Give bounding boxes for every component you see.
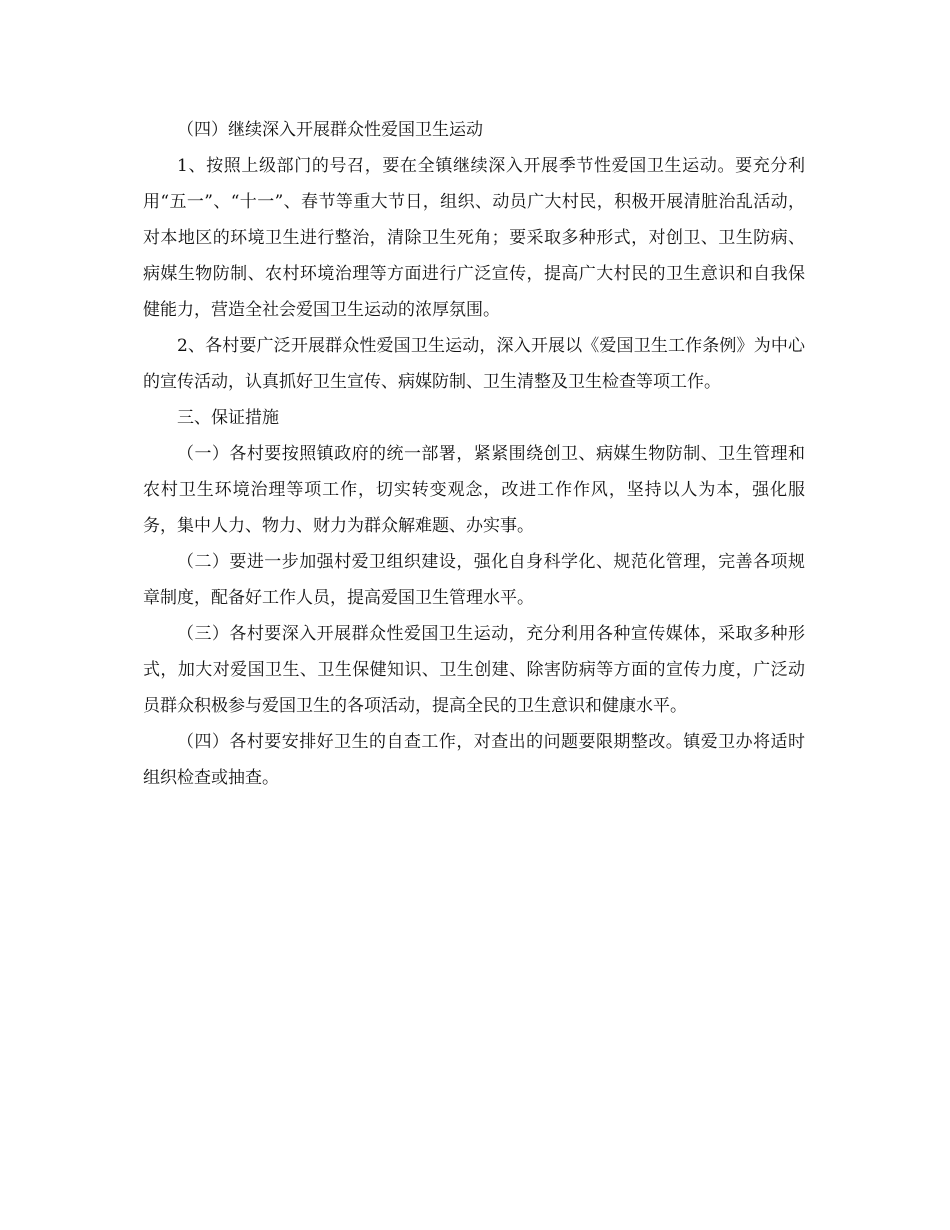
paragraph-measure-3: （三）各村要深入开展群众性爱国卫生运动，充分利用各种宣传媒体，采取多种形式，加大对爱国卫生、卫生保健知识、卫生创建、除害防病等方面的宣传力度，广泛动员群众积极参与爱国卫生的各项活动，提高全民的卫生意识和健康水平。 [143, 624, 805, 716]
section-heading-campaign: （四）继续深入开展群众性爱国卫生运动 [177, 120, 483, 140]
paragraph-item-1: 1、按照上级部门的号召，要在全镇继续深入开展季节性爱国卫生运动。要充分利用“五一”、“十一”、春节等重大节日，组织、动员广大村民，积极开展清脏治乱活动，对本地区的环境卫生进行整治，清除卫生死角；要采取多种形式，对创卫、卫生防病、病媒生物防制、农村环境治理等方面进行广泛宣传，提高广大村民的卫生意识和自我保健能力，营造全社会爱国卫生运动的浓厚氛围。 [143, 156, 805, 320]
paragraph-measure-2: （二）要进一步加强村爱卫组织建设，强化自身科学化、规范化管理，完善各项规章制度，配备好工作人员，提高爱国卫生管理水平。 [143, 552, 805, 608]
paragraph-measure-4: （四）各村要安排好卫生的自查工作，对查出的问题要限期整改。镇爱卫办将适时组织检查或抽查。 [143, 732, 805, 788]
paragraph-measure-1: （一）各村要按照镇政府的统一部署，紧紧围绕创卫、病媒生物防制、卫生管理和农村卫生环境治理等项工作，切实转变观念，改进工作作风，坚持以人为本，强化服务，集中人力、物力、财力为群众解难题、办实事。 [143, 444, 805, 536]
document-body [143, 112, 805, 796]
paragraph-item-2: 2、各村要广泛开展群众性爱国卫生运动，深入开展以《爱国卫生工作条例》为中心的宣传活动，认真抓好卫生宣传、病媒防制、卫生清整及卫生检查等项工作。 [143, 336, 805, 392]
section-heading-guarantee: 三、保证措施 [177, 408, 279, 428]
